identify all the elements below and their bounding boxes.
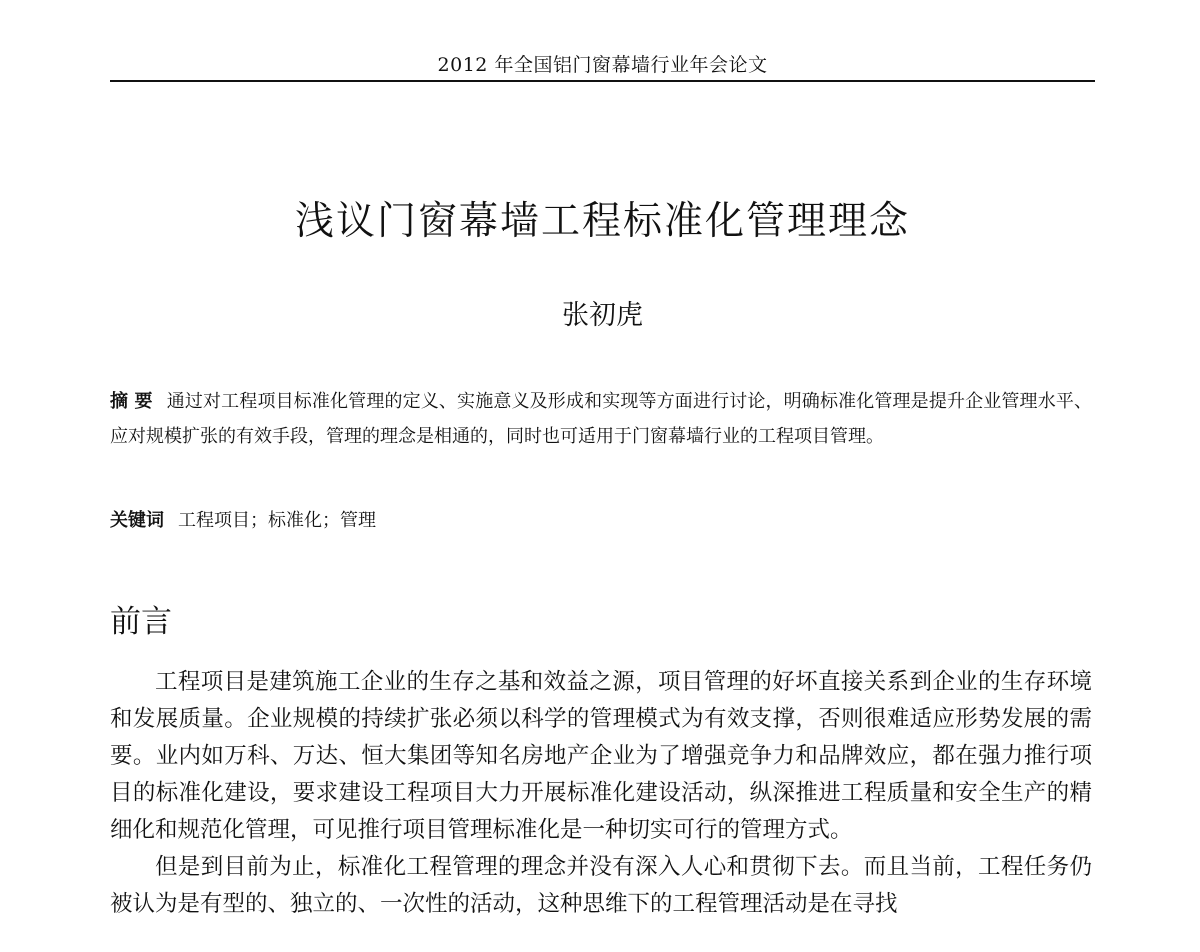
body-paragraph: 但是到目前为止，标准化工程管理的理念并没有深入人心和贯彻下去。而且当前，工程任务仍被认为是有型的、独立的、一次性的活动，这种思维下的工程管理活动是在寻找 xyxy=(110,854,1092,917)
running-header: 2012 年全国铝门窗幕墙行业年会论文 xyxy=(437,54,768,76)
section-heading-preface: 前言 xyxy=(110,604,172,640)
body-paragraph: 工程项目是建筑施工企业的生存之基和效益之源，项目管理的好坏直接关系到企业的生存环境和发展质量。企业规模的持续扩张必须以科学的管理模式为有效支撑，否则很难适应形势发展的需要。业内如万科、万达、恒大集团等知名房地产企业为了增强竞争力和品牌效应，都在强力推行项目的标准化建设，要求建设工程项目大力开展标准化建设活动，纵深推进工程质量和安全生产的精细化和规范化管理，可见推行项目管理标准化是一种切实可行的管理方式。 xyxy=(110,669,1092,843)
author-name: 张初虎 xyxy=(562,300,643,331)
abstract-text: 通过对工程项目标准化管理的定义、实施意义及形成和实现等方面进行讨论，明确标准化管理是提升企业管理水平、应对规模扩张的有效手段，管理的理念是相通的，同时也可适用于门窗幕墙行业的工程项目管理。 xyxy=(110,391,1092,447)
abstract xyxy=(110,384,1092,454)
paper-title: 浅议门窗幕墙工程标准化管理理念 xyxy=(294,199,910,244)
keywords xyxy=(110,503,1092,538)
preface-body xyxy=(110,664,1092,923)
keywords-text: 工程项目；标准化；管理 xyxy=(178,510,376,531)
keywords-label: 关键词 xyxy=(110,510,164,531)
header-rule xyxy=(110,80,1095,82)
abstract-label: 摘 要 xyxy=(110,391,153,412)
